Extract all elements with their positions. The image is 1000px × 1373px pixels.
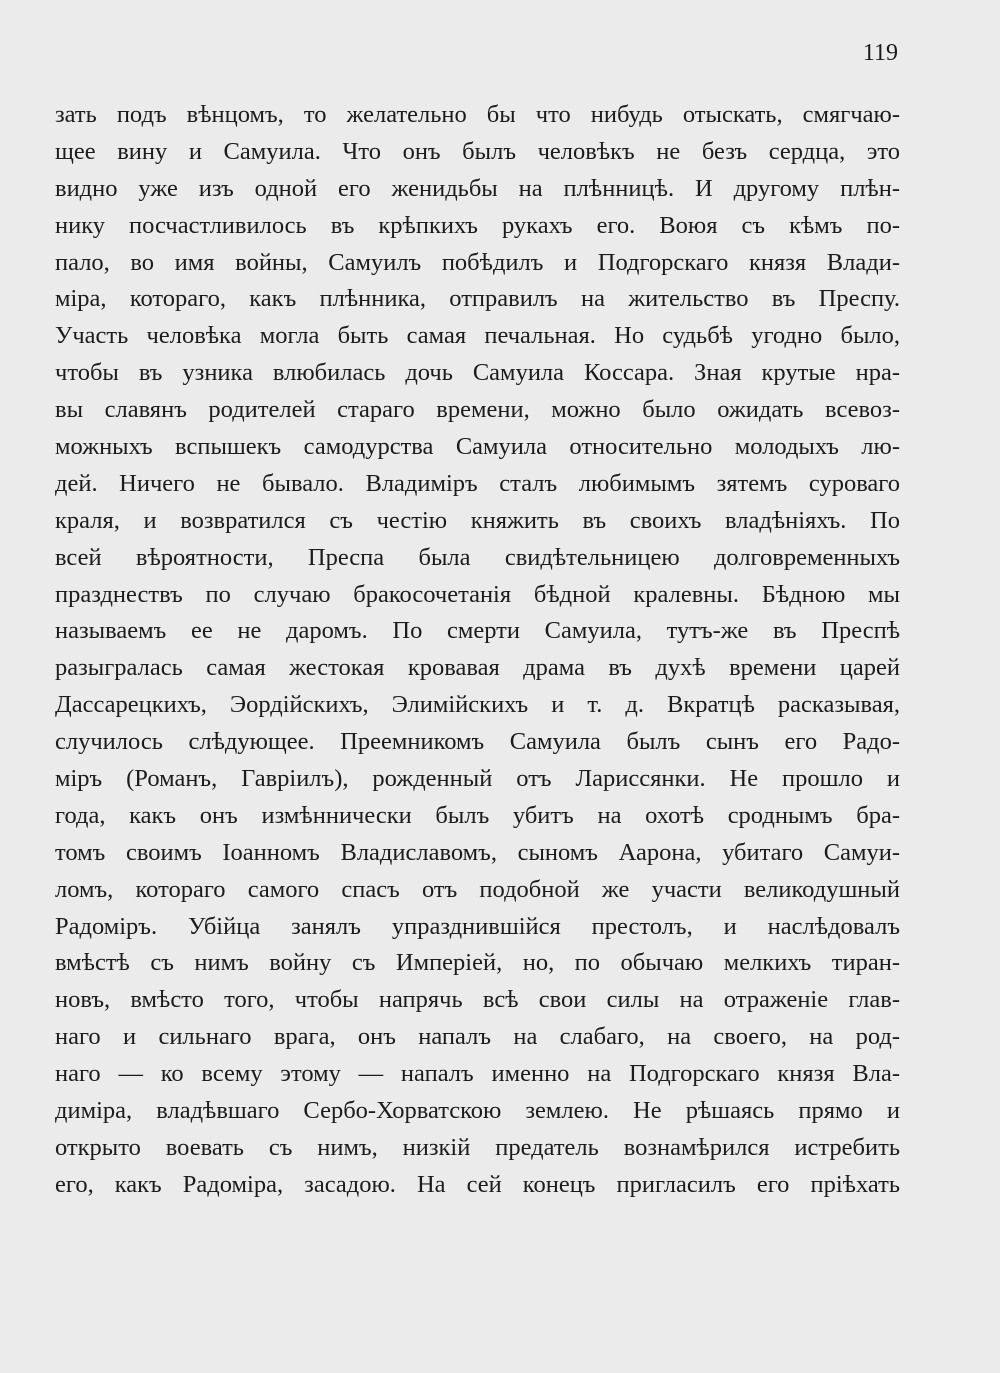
text-line: можныхъ вспышекъ самодурства Самуила относительно молодыхъ лю-	[55, 433, 900, 461]
text-line: диміра, владѣвшаго Сербо-Хорватскою землею. Не рѣшаясь прямо и	[55, 1097, 900, 1125]
text-line: нику посчастливилось въ крѣпкихъ рукахъ его. Воюя съ кѣмъ по-	[55, 211, 900, 239]
text-line: щее вину и Самуила. Что онъ былъ человѣкъ не безъ сердца, это	[55, 137, 900, 165]
text-line: міръ (Романъ, Гавріилъ), рожденный отъ Ларисcянки. Не прошло и	[55, 765, 900, 793]
text-line: видно уже изъ одной его женидьбы на плѣнницѣ. И другому плѣн-	[55, 174, 900, 202]
text-line: пало, во имя войны, Самуилъ побѣдилъ и Подгорскаго князя Влади-	[55, 248, 900, 276]
text-line: наго и сильнаго врага, онъ напалъ на слабаго, на своего, на род-	[55, 1023, 900, 1051]
text-line: міра, котораго, какъ плѣнника, отправилъ на жительство въ Преспу.	[55, 285, 900, 313]
text-line: его, какъ Радоміра, засадою. На сей конецъ пригласилъ его пріѣхать	[55, 1170, 900, 1198]
page-number: 119	[862, 40, 898, 66]
text-line: разыгралась самая жестокая кровавая драма въ духѣ времени царей	[55, 654, 900, 682]
text-line: празднествъ по случаю бракосочетанія бѣдной кралевны. Бѣдною мы	[55, 580, 900, 608]
text-line: чтобы въ узника влюбилась дочь Самуила Коссара. Зная крутые нра-	[55, 359, 900, 387]
text-line: называемъ ее не даромъ. По смерти Самуила, тутъ-же въ Преспѣ	[55, 617, 900, 645]
text-line: случилось слѣдующее. Преемникомъ Самуила былъ сынъ его Радо-	[55, 728, 900, 756]
text-line: вы славянъ родителей стараго времени, можно было ожидать всевоз-	[55, 396, 900, 424]
text-line: зать подъ вѣнцомъ, то желательно бы что нибудь отыскать, смягчаю-	[55, 101, 900, 128]
text-line: дей. Ничего не бывало. Владиміръ сталъ любимымъ зятемъ суроваго	[55, 469, 900, 497]
text-line: всей вѣроятности, Преспа была свидѣтельницею долговременныхъ	[55, 543, 900, 571]
text-line: Дассарецкихъ, Эордійскихъ, Элимійскихъ и т. д. Вкратцѣ расказывая,	[55, 691, 900, 719]
text-line: ломъ, котораго самого спасъ отъ подобной же участи великодушный	[55, 875, 900, 903]
text-line: Участь человѣка могла быть самая печальная. Но судьбѣ угодно было,	[55, 322, 900, 350]
text-line: краля, и возвратился съ честію княжить въ своихъ владѣніяхъ. По	[55, 506, 900, 534]
text-line: вмѣстѣ съ нимъ войну съ Имперіей, но, по обычаю мелкихъ тиран-	[55, 949, 900, 977]
body-text	[55, 97, 900, 1204]
text-line: томъ своимъ Іоанномъ Владиславомъ, сыномъ Аарона, убитаго Самуи-	[55, 838, 900, 866]
text-line: наго — ко всему этому — напалъ именно на Подгорскаго князя Вла-	[55, 1060, 900, 1088]
text-line: Радоміръ. Убійца занялъ упразднившійся престолъ, и наслѣдовалъ	[55, 912, 900, 940]
text-line: открыто воевать съ нимъ, низкій предатель вознамѣрился истребить	[55, 1133, 900, 1161]
text-line: года, какъ онъ измѣннически былъ убитъ на охотѣ сроднымъ бра-	[55, 801, 900, 829]
text-line: новъ, вмѣсто того, чтобы напрячь всѣ свои силы на отраженіе глав-	[55, 986, 900, 1014]
